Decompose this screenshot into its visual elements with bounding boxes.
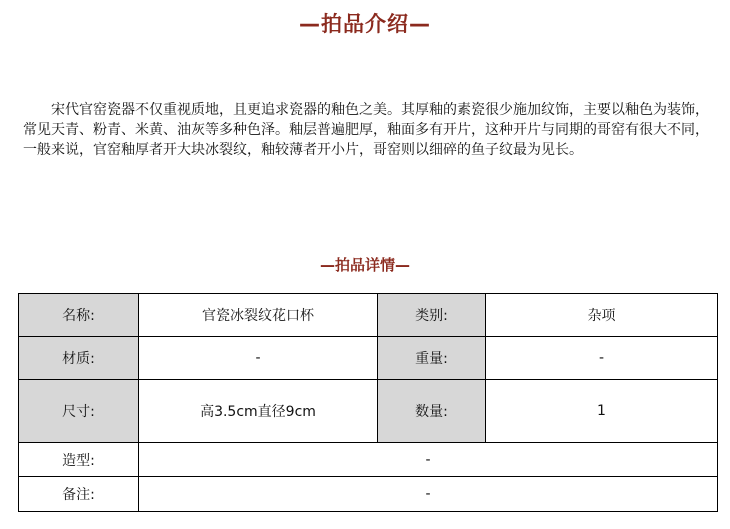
table-row [19,294,718,337]
details-section-title: —拍品详情— [319,256,410,274]
table-row [19,477,718,512]
intro-section-title: —拍品介绍— [299,12,431,36]
category-value: 杂项 [486,294,718,337]
material-value: - [139,337,378,380]
name-label: 名称: [19,294,139,337]
name-value: 官瓷冰裂纹花口杯 [139,294,378,337]
shape-label: 造型: [19,443,139,477]
table-row [19,443,718,477]
category-label: 类别: [378,294,486,337]
quantity-label: 数量: [378,380,486,443]
quantity-value: 1 [486,380,718,443]
weight-value: - [486,337,718,380]
table-row [19,337,718,380]
remarks-label: 备注: [19,477,139,512]
size-value: 高3.5cm直径9cm [139,380,378,443]
shape-value: - [139,443,718,477]
material-label: 材质: [19,337,139,380]
table-row [19,380,718,443]
intro-paragraph: 宋代官窑瓷器不仅重视质地，且更追求瓷器的釉色之美。其厚釉的素瓷很少施加纹饰，主要以釉色为装饰，常见天青、粉青、米黄、油灰等多种色泽。釉层普遍肥厚，釉面多有开片，这种开片与同期的哥窑有很大不同，一般来说，官窑釉厚者开大块冰裂纹，釉较薄者开小片，哥窑则以细碎的鱼子纹最为见长。 [23,102,709,158]
weight-label: 重量: [378,337,486,380]
size-label: 尺寸: [19,380,139,443]
remarks-value: - [139,477,718,512]
details-table [18,293,718,512]
